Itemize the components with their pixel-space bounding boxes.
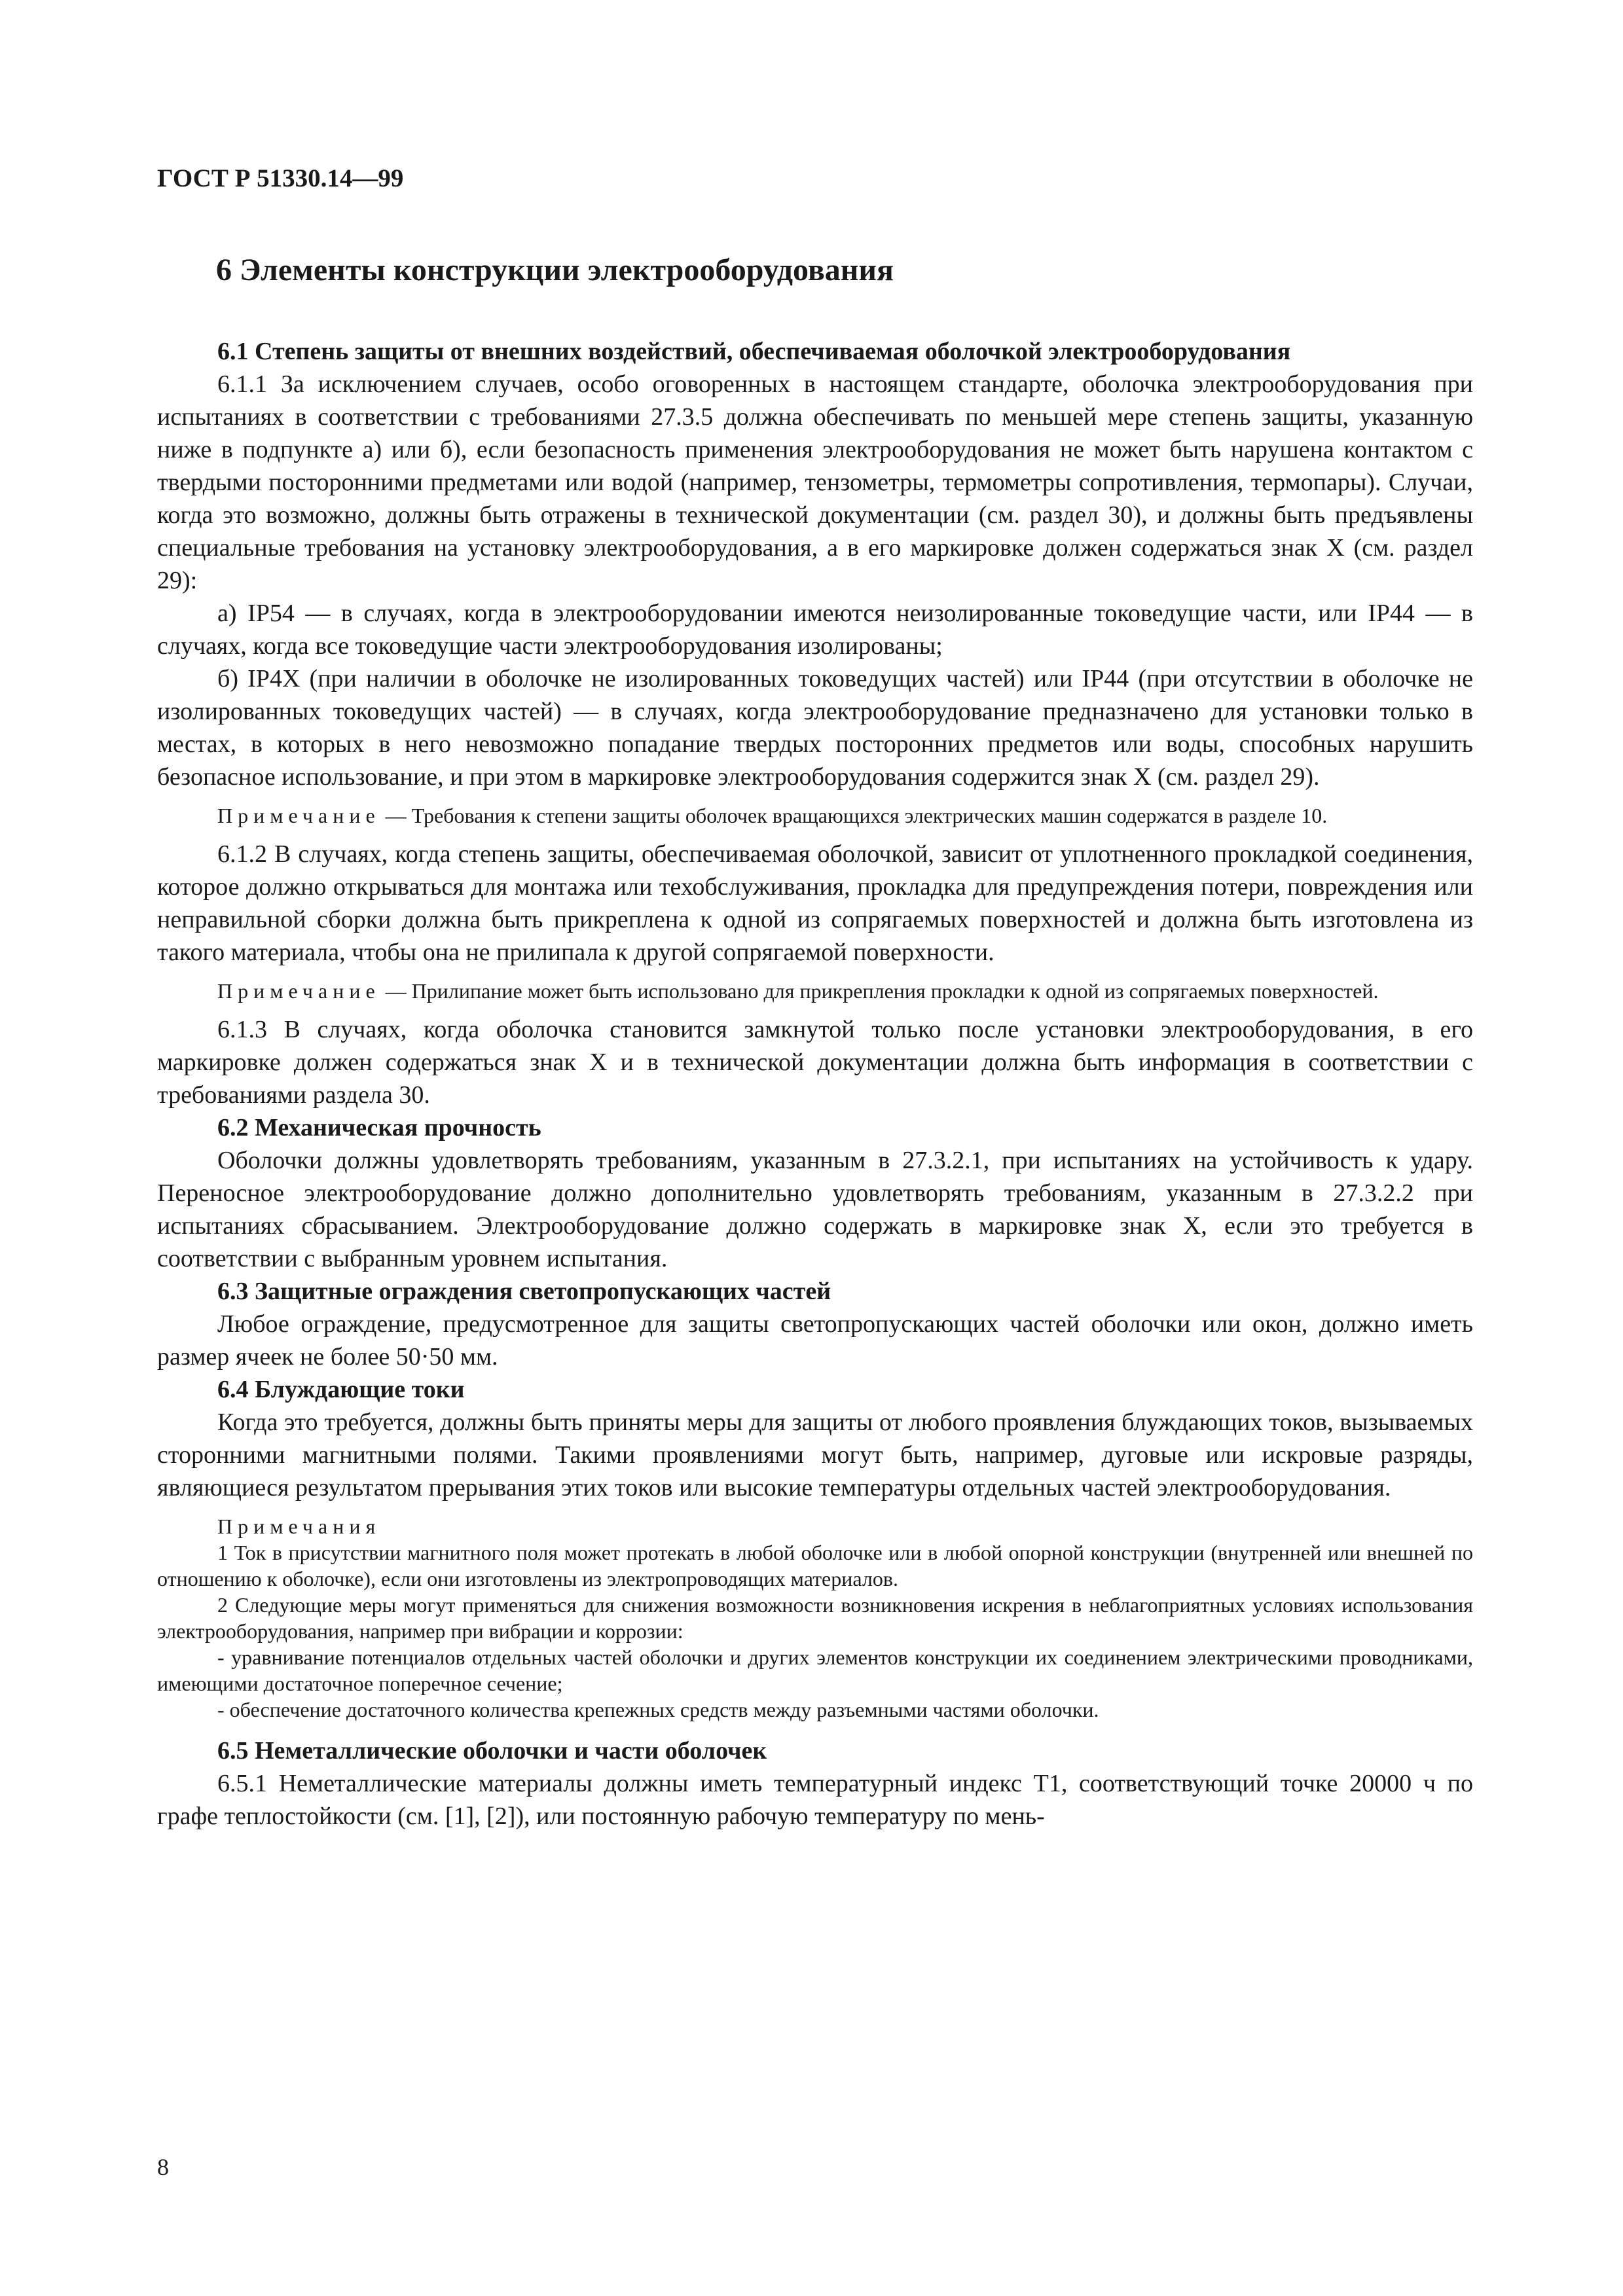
note-label: Примечание xyxy=(217,804,380,827)
paragraph-6-1-3: 6.1.3 В случаях, когда оболочка становится замкнутой только после установки электрооборудования, в его маркировке должен содержаться знак X и в технической документации должна быть информация в соответствии с требованиями раздела 30. xyxy=(157,1016,1473,1109)
document-page xyxy=(157,164,1473,1833)
paragraph-6-2: Оболочки должны удовлетворять требованиям, указанным в 27.3.2.1, при испытаниях на устойчивость к удару. Переносное электрооборудование должно дополнительно удовлетворять требованиям, указанным в 27.3.2.2 при испытаниях сбрасыванием. Электрооборудование должно содержать в маркировке знак X, если это требуется в соответствии с выбранным уровнем испытания. xyxy=(157,1147,1473,1272)
subsection-6-1 xyxy=(157,335,1473,1111)
subsection-title-6-2: 6.2 Механическая прочность xyxy=(217,1114,541,1141)
page-number: 8 xyxy=(157,2154,169,2180)
subsection-6-3 xyxy=(157,1275,1473,1373)
subsection-title-6-5: 6.5 Неметаллические оболочки и части оболочек xyxy=(217,1737,767,1765)
subsection-6-2 xyxy=(157,1111,1473,1275)
paragraph-6-3: Любое ограждение, предусмотренное для защиты светопропускающих частей оболочки или окон, должно иметь размер ячеек не более 50·50 мм. xyxy=(157,1310,1473,1371)
note-item-2-bullet-1: - уравнивание потенциалов отдельных частей оболочки и других элементов конструкции их соединением электрическими проводниками, имеющими достаточное поперечное сечение; xyxy=(157,1645,1473,1695)
list-item-b: б) IP4X (при наличии в оболочке не изолированных токоведущих частей) или IP44 (при отсутствии в оболочке не изолированных токоведущих частей) — в случаях, когда электрооборудование предназначено для установки только в местах, в которых в него невозможно попадание твердых посторонних предметов или воды, способных нарушить безопасное использование, и при этом в маркировке электрооборудования содержится знак X (см. раздел 29). xyxy=(157,665,1473,791)
notes-label xyxy=(157,1513,1473,1539)
subsection-title-6-3: 6.3 Защитные ограждения светопропускающих частей xyxy=(217,1278,831,1305)
note-item-2: 2 Следующие меры могут применяться для снижения возможности возникновения искрения в неблагоприятных условиях использования электрооборудования, например при вибрации и коррозии: xyxy=(157,1593,1473,1643)
notes-label-text: Примечания xyxy=(217,1515,381,1538)
note-item-2-bullet-2: - обеспечение достаточного количества крепежных средств между разъемными частями оболочки. xyxy=(217,1698,1099,1721)
paragraph-6-1-1: 6.1.1 За исключением случаев, особо оговоренных в настоящем стандарте, оболочка электрооборудования при испытаниях в соответствии с требованиями 27.3.5 должна обеспечивать по меньшей мере степень защиты, указанную ниже в подпункте а) или б), если безопасность применения электрооборудования не может быть нарушена контактом с твердыми посторонними предметами или водой (например, тензометры, термометры сопротивления, термопары). Случаи, когда это возможно, должны быть отражены в технической документации (см. раздел 30), и должны быть предъявлены специальные требования на установку электрооборудования, а в его маркировке должен содержаться знак X (см. раздел 29): xyxy=(157,370,1473,594)
note-label: Примечание xyxy=(217,979,380,1003)
section-title: 6 Элементы конструкции электрооборудования xyxy=(216,253,894,287)
subsection-title-6-1: 6.1 Степень защиты от внешних воздействий, обеспечиваемая оболочкой электрооборудования xyxy=(217,338,1291,365)
note-text: — Требования к степени защиты оболочек вращающихся электрических машин содержатся в разделе 10. xyxy=(385,804,1328,827)
subsection-title-6-4: 6.4 Блуждающие токи xyxy=(217,1376,465,1403)
note-6-1-2 xyxy=(157,978,1473,1004)
subsection-6-4 xyxy=(157,1373,1473,1723)
paragraph-6-4: Когда это требуется, должны быть приняты меры для защиты от любого проявления блуждающих токов, вызываемых сторонними магнитными полями. Такими проявлениями могут быть, например, дуговые или искровые разряды, являющиеся результатом прерывания этих токов или высокие температуры отдельных частей электрооборудования. xyxy=(157,1408,1473,1501)
subsection-6-5 xyxy=(157,1734,1473,1833)
notes-6-4 xyxy=(157,1513,1473,1723)
list-item-a: а) IP54 — в случаях, когда в электрооборудовании имеются неизолированные токоведущие части, или IP44 — в случаях, когда все токоведущие части электрооборудования изолированы; xyxy=(157,600,1473,660)
standard-code: ГОСТ Р 51330.14—99 xyxy=(157,164,404,192)
paragraph-6-5-1: 6.5.1 Неметаллические материалы должны иметь температурный индекс Т1, соответствующий точке 20000 ч по графе теплостойкости (см. [1], [2]), или постоянную рабочую температуру по мень- xyxy=(157,1770,1473,1830)
note-6-1-1 xyxy=(157,802,1473,829)
note-text: — Прилипание может быть использовано для прикрепления прокладки к одной из сопрягаемых поверхностей. xyxy=(385,979,1379,1003)
paragraph-6-1-2: 6.1.2 В случаях, когда степень защиты, обеспечиваемая оболочкой, зависит от уплотненного прокладкой соединения, которое должно открываться для монтажа или техобслуживания, прокладка для предупреждения потери, повреждения или неправильной сборки должна быть прикреплена к одной из сопрягаемых поверхностей и должна быть изготовлена из такого материала, чтобы она не прилипала к другой сопрягаемой поверхности. xyxy=(157,840,1473,966)
note-item-1: 1 Ток в присутствии магнитного поля может протекать в любой оболочке или в любой опорной конструкции (внутренней или внешней по отношению к оболочке), если они изготовлены из электропроводящих материалов. xyxy=(157,1541,1473,1590)
